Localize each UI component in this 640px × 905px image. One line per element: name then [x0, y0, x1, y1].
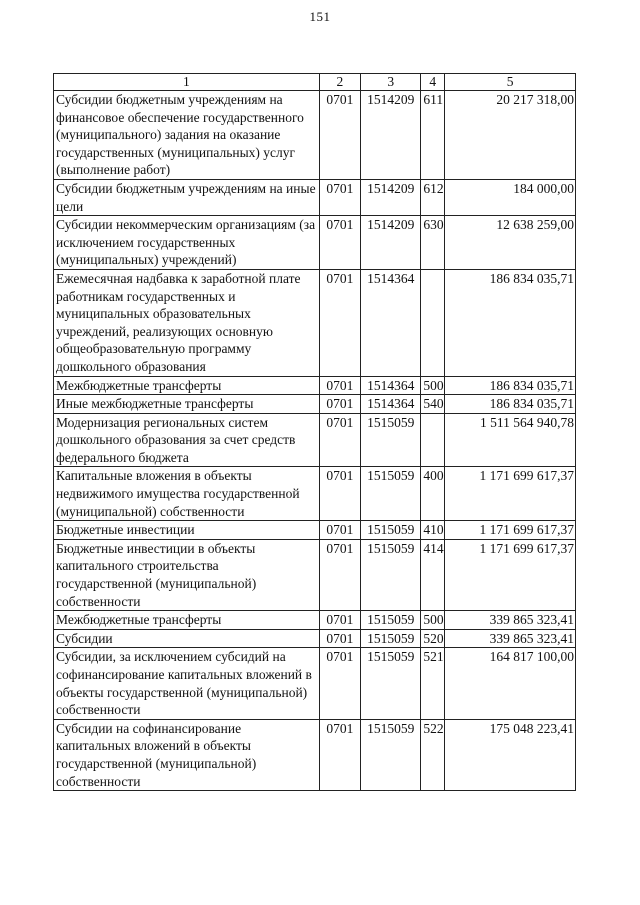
table-row [54, 413, 576, 467]
row-section-code: 0701 [319, 395, 361, 414]
row-amount: 20 217 318,00 [445, 91, 576, 180]
row-name: Субсидии, за исключением субсидий на софинансирование капитальных вложений в объекты государственной (муниципальной) собственности [54, 648, 320, 719]
row-section-code: 0701 [319, 521, 361, 540]
row-name: Субсидии бюджетным учреждениям на иные цели [54, 179, 320, 215]
header-col-3: 3 [361, 74, 421, 91]
row-amount: 186 834 035,71 [445, 395, 576, 414]
row-name: Субсидии бюджетным учреждениям на финансовое обеспечение государственного (муниципального) задания на оказание государственных (муниципальных) услуг (выполнение работ) [54, 91, 320, 180]
row-section-code: 0701 [319, 611, 361, 630]
row-name: Иные межбюджетные трансферты [54, 395, 320, 414]
row-section-code: 0701 [319, 216, 361, 270]
row-section-code: 0701 [319, 539, 361, 610]
row-kind-code [421, 269, 445, 376]
table-row [54, 269, 576, 376]
row-name: Бюджетные инвестиции в объекты капитального строительства государственной (муниципальной) собственности [54, 539, 320, 610]
budget-table [53, 73, 576, 791]
table-row [54, 539, 576, 610]
row-target-code: 1514364 [361, 376, 421, 395]
table-row [54, 648, 576, 719]
table-row [54, 395, 576, 414]
row-kind-code: 520 [421, 629, 445, 648]
page-number: 151 [309, 9, 331, 24]
row-target-code: 1514209 [361, 216, 421, 270]
row-kind-code: 500 [421, 376, 445, 395]
row-section-code: 0701 [319, 719, 361, 790]
row-target-code: 1514209 [361, 91, 421, 180]
row-kind-code: 540 [421, 395, 445, 414]
row-name: Модернизация региональных систем дошкольного образования за счет средств федерального бюджета [54, 413, 320, 467]
row-target-code: 1515059 [361, 611, 421, 630]
row-section-code: 0701 [319, 467, 361, 521]
row-kind-code: 500 [421, 611, 445, 630]
row-amount: 1 171 699 617,37 [445, 521, 576, 540]
row-amount: 175 048 223,41 [445, 719, 576, 790]
row-section-code: 0701 [319, 648, 361, 719]
row-target-code: 1514364 [361, 269, 421, 376]
row-amount: 1 171 699 617,37 [445, 539, 576, 610]
row-section-code: 0701 [319, 179, 361, 215]
row-kind-code: 612 [421, 179, 445, 215]
row-amount: 186 834 035,71 [445, 269, 576, 376]
row-target-code: 1515059 [361, 629, 421, 648]
row-amount: 1 511 564 940,78 [445, 413, 576, 467]
row-kind-code: 611 [421, 91, 445, 180]
row-section-code: 0701 [319, 413, 361, 467]
row-name: Бюджетные инвестиции [54, 521, 320, 540]
table-row [54, 179, 576, 215]
row-target-code: 1515059 [361, 467, 421, 521]
row-kind-code [421, 413, 445, 467]
row-kind-code: 400 [421, 467, 445, 521]
header-col-4: 4 [421, 74, 445, 91]
row-amount: 186 834 035,71 [445, 376, 576, 395]
row-target-code: 1515059 [361, 539, 421, 610]
row-target-code: 1515059 [361, 719, 421, 790]
row-name: Межбюджетные трансферты [54, 376, 320, 395]
table-row [54, 467, 576, 521]
row-name: Ежемесячная надбавка к заработной плате работникам государственных и муниципальных образовательных учреждений, реализующих основную общеобразовательную программу дошкольного образования [54, 269, 320, 376]
row-target-code: 1514364 [361, 395, 421, 414]
row-kind-code: 522 [421, 719, 445, 790]
row-kind-code: 630 [421, 216, 445, 270]
row-name: Межбюджетные трансферты [54, 611, 320, 630]
table-header-row [54, 74, 576, 91]
table-row [54, 629, 576, 648]
row-kind-code: 521 [421, 648, 445, 719]
table-row [54, 521, 576, 540]
row-name: Субсидии [54, 629, 320, 648]
row-name: Капитальные вложения в объекты недвижимого имущества государственной (муниципальной) собственности [54, 467, 320, 521]
table-row [54, 376, 576, 395]
table-row [54, 91, 576, 180]
row-amount: 184 000,00 [445, 179, 576, 215]
table-row [54, 719, 576, 790]
row-target-code: 1514209 [361, 179, 421, 215]
row-amount: 164 817 100,00 [445, 648, 576, 719]
row-amount: 339 865 323,41 [445, 611, 576, 630]
row-section-code: 0701 [319, 629, 361, 648]
row-target-code: 1515059 [361, 413, 421, 467]
header-col-1: 1 [54, 74, 320, 91]
row-section-code: 0701 [319, 91, 361, 180]
row-target-code: 1515059 [361, 648, 421, 719]
header-col-5: 5 [445, 74, 576, 91]
row-section-code: 0701 [319, 269, 361, 376]
row-target-code: 1515059 [361, 521, 421, 540]
row-name: Субсидии на софинансирование капитальных вложений в объекты государственной (муниципальной) собственности [54, 719, 320, 790]
row-name: Субсидии некоммерческим организациям (за исключением государственных (муниципальных) учреждений) [54, 216, 320, 270]
table-row [54, 216, 576, 270]
row-amount: 12 638 259,00 [445, 216, 576, 270]
row-amount: 1 171 699 617,37 [445, 467, 576, 521]
table-row [54, 611, 576, 630]
row-amount: 339 865 323,41 [445, 629, 576, 648]
row-section-code: 0701 [319, 376, 361, 395]
header-col-2: 2 [319, 74, 361, 91]
row-kind-code: 410 [421, 521, 445, 540]
row-kind-code: 414 [421, 539, 445, 610]
